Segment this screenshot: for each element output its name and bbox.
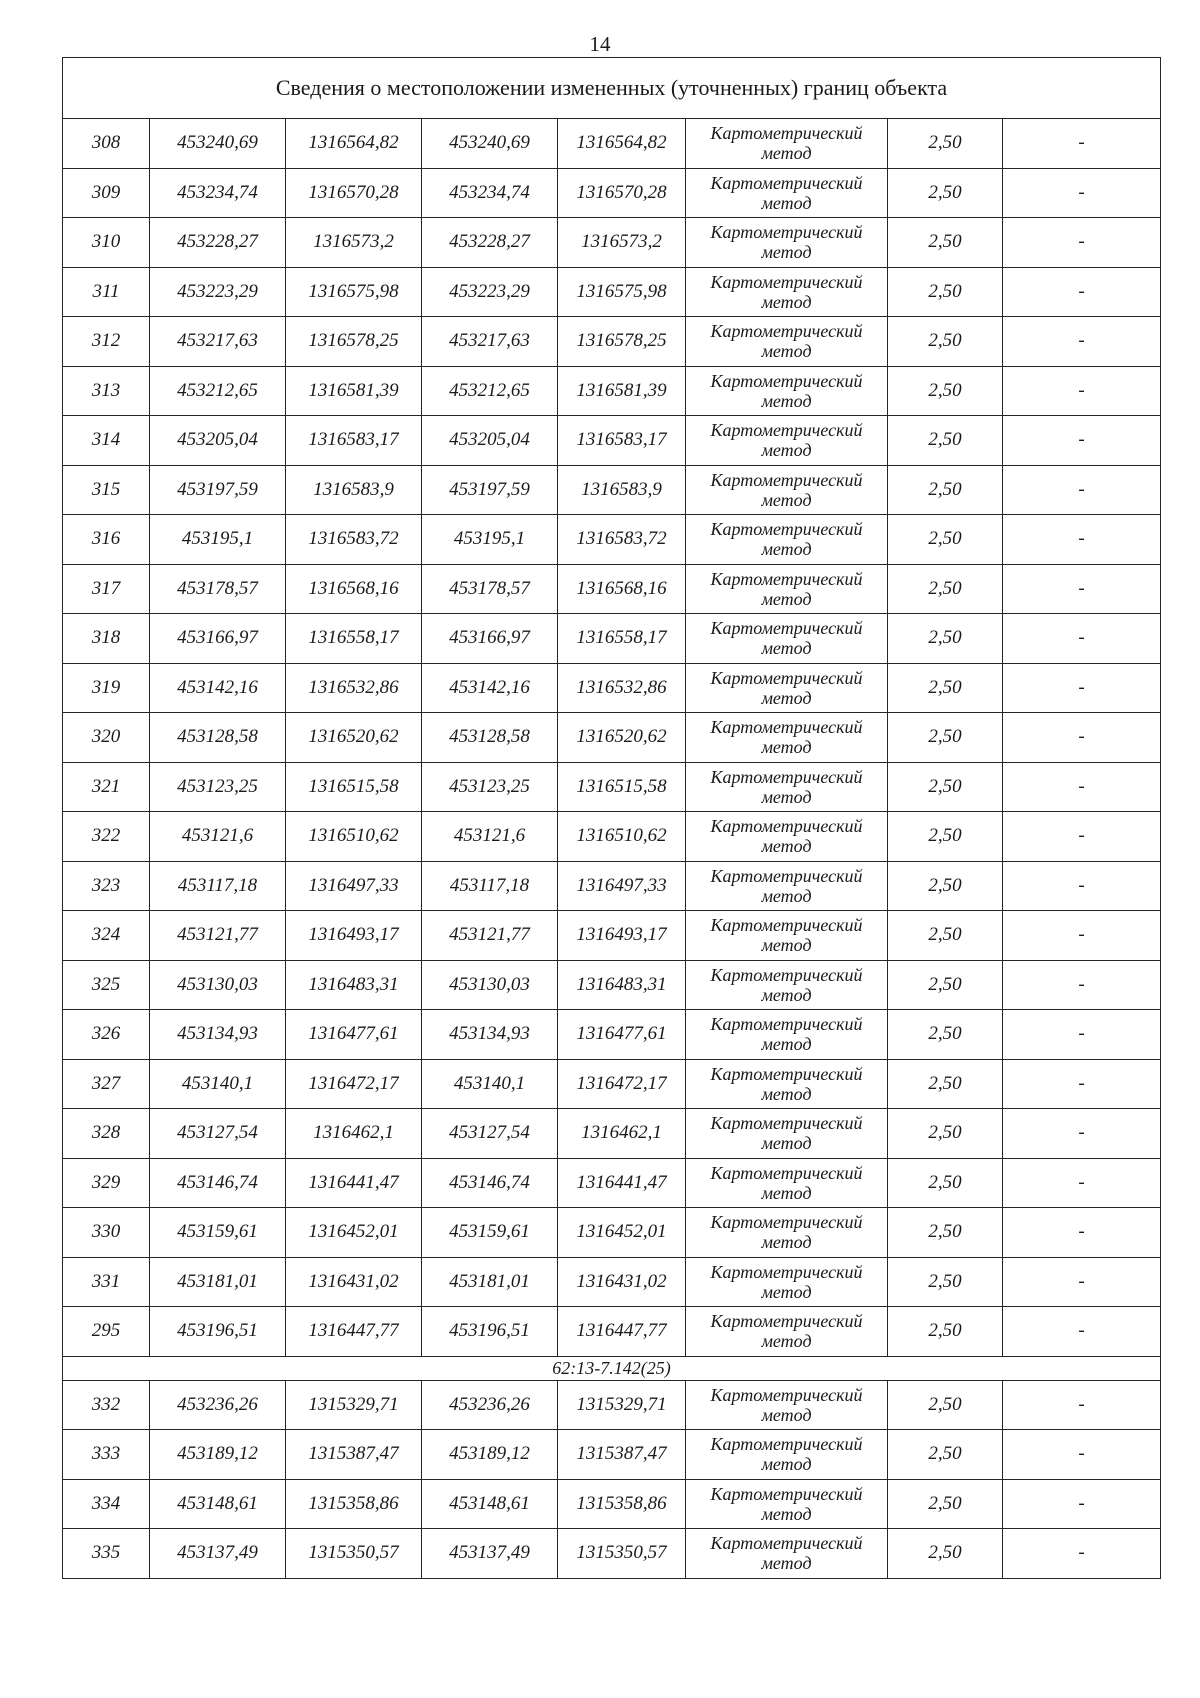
table-row bbox=[63, 1158, 1161, 1208]
point-number-cell: 335 bbox=[63, 1529, 150, 1579]
y-existing-cell: 1316493,17 bbox=[286, 911, 422, 961]
y-refined-cell: 1316441,47 bbox=[558, 1158, 686, 1208]
method-cell: Картометрический метод bbox=[686, 515, 888, 565]
table-row bbox=[63, 317, 1161, 367]
description-cell: - bbox=[1003, 1430, 1161, 1480]
precision-cell: 2,50 bbox=[888, 168, 1003, 218]
precision-cell: 2,50 bbox=[888, 416, 1003, 466]
method-cell: Картометрический метод bbox=[686, 911, 888, 961]
y-existing-cell: 1316558,17 bbox=[286, 614, 422, 664]
x-existing-cell: 453142,16 bbox=[150, 663, 286, 713]
y-refined-cell: 1316583,9 bbox=[558, 465, 686, 515]
description-cell: - bbox=[1003, 762, 1161, 812]
description-cell: - bbox=[1003, 861, 1161, 911]
method-cell: Картометрический метод bbox=[686, 119, 888, 169]
method-cell: Картометрический метод bbox=[686, 564, 888, 614]
method-cell: Картометрический метод bbox=[686, 267, 888, 317]
x-existing-cell: 453148,61 bbox=[150, 1479, 286, 1529]
x-refined-cell: 453236,26 bbox=[422, 1380, 558, 1430]
y-existing-cell: 1316575,98 bbox=[286, 267, 422, 317]
x-refined-cell: 453189,12 bbox=[422, 1430, 558, 1480]
x-existing-cell: 453117,18 bbox=[150, 861, 286, 911]
point-number-cell: 295 bbox=[63, 1307, 150, 1357]
description-cell: - bbox=[1003, 1208, 1161, 1258]
x-refined-cell: 453223,29 bbox=[422, 267, 558, 317]
x-existing-cell: 453196,51 bbox=[150, 1307, 286, 1357]
table-row bbox=[63, 614, 1161, 664]
y-existing-cell: 1316573,2 bbox=[286, 218, 422, 268]
x-refined-cell: 453148,61 bbox=[422, 1479, 558, 1529]
y-existing-cell: 1315350,57 bbox=[286, 1529, 422, 1579]
precision-cell: 2,50 bbox=[888, 119, 1003, 169]
x-existing-cell: 453181,01 bbox=[150, 1257, 286, 1307]
point-number-cell: 324 bbox=[63, 911, 150, 961]
point-number-cell: 317 bbox=[63, 564, 150, 614]
y-refined-cell: 1316483,31 bbox=[558, 960, 686, 1010]
y-refined-cell: 1316578,25 bbox=[558, 317, 686, 367]
table-row bbox=[63, 366, 1161, 416]
method-cell: Картометрический метод bbox=[686, 1529, 888, 1579]
point-number-cell: 332 bbox=[63, 1380, 150, 1430]
point-number-cell: 331 bbox=[63, 1257, 150, 1307]
section-header-row bbox=[63, 1356, 1161, 1380]
point-number-cell: 313 bbox=[63, 366, 150, 416]
x-refined-cell: 453140,1 bbox=[422, 1059, 558, 1109]
method-cell: Картометрический метод bbox=[686, 317, 888, 367]
y-existing-cell: 1316462,1 bbox=[286, 1109, 422, 1159]
x-refined-cell: 453166,97 bbox=[422, 614, 558, 664]
y-refined-cell: 1316477,61 bbox=[558, 1010, 686, 1060]
y-existing-cell: 1315358,86 bbox=[286, 1479, 422, 1529]
table-title-row bbox=[63, 58, 1161, 119]
precision-cell: 2,50 bbox=[888, 1430, 1003, 1480]
x-refined-cell: 453212,65 bbox=[422, 366, 558, 416]
x-existing-cell: 453234,74 bbox=[150, 168, 286, 218]
y-refined-cell: 1316452,01 bbox=[558, 1208, 686, 1258]
point-number-cell: 315 bbox=[63, 465, 150, 515]
y-existing-cell: 1316441,47 bbox=[286, 1158, 422, 1208]
method-cell: Картометрический метод bbox=[686, 614, 888, 664]
y-refined-cell: 1316583,17 bbox=[558, 416, 686, 466]
method-cell: Картометрический метод bbox=[686, 1380, 888, 1430]
y-existing-cell: 1316520,62 bbox=[286, 713, 422, 763]
x-refined-cell: 453195,1 bbox=[422, 515, 558, 565]
point-number-cell: 329 bbox=[63, 1158, 150, 1208]
y-refined-cell: 1316472,17 bbox=[558, 1059, 686, 1109]
table-row bbox=[63, 564, 1161, 614]
method-cell: Картометрический метод bbox=[686, 960, 888, 1010]
x-refined-cell: 453146,74 bbox=[422, 1158, 558, 1208]
precision-cell: 2,50 bbox=[888, 1059, 1003, 1109]
table-row bbox=[63, 416, 1161, 466]
x-existing-cell: 453212,65 bbox=[150, 366, 286, 416]
y-refined-cell: 1316510,62 bbox=[558, 812, 686, 862]
precision-cell: 2,50 bbox=[888, 1307, 1003, 1357]
y-existing-cell: 1316477,61 bbox=[286, 1010, 422, 1060]
description-cell: - bbox=[1003, 1529, 1161, 1579]
x-existing-cell: 453166,97 bbox=[150, 614, 286, 664]
point-number-cell: 326 bbox=[63, 1010, 150, 1060]
point-number-cell: 325 bbox=[63, 960, 150, 1010]
table-row bbox=[63, 1010, 1161, 1060]
table-row bbox=[63, 1208, 1161, 1258]
precision-cell: 2,50 bbox=[888, 267, 1003, 317]
x-existing-cell: 453146,74 bbox=[150, 1158, 286, 1208]
y-refined-cell: 1316583,72 bbox=[558, 515, 686, 565]
x-existing-cell: 453128,58 bbox=[150, 713, 286, 763]
method-cell: Картометрический метод bbox=[686, 663, 888, 713]
x-existing-cell: 453228,27 bbox=[150, 218, 286, 268]
y-refined-cell: 1316532,86 bbox=[558, 663, 686, 713]
method-cell: Картометрический метод bbox=[686, 168, 888, 218]
point-number-cell: 333 bbox=[63, 1430, 150, 1480]
precision-cell: 2,50 bbox=[888, 960, 1003, 1010]
method-cell: Картометрический метод bbox=[686, 218, 888, 268]
table-row bbox=[63, 168, 1161, 218]
x-refined-cell: 453196,51 bbox=[422, 1307, 558, 1357]
description-cell: - bbox=[1003, 1479, 1161, 1529]
x-refined-cell: 453181,01 bbox=[422, 1257, 558, 1307]
method-cell: Картометрический метод bbox=[686, 713, 888, 763]
precision-cell: 2,50 bbox=[888, 465, 1003, 515]
boundary-coordinates-table bbox=[62, 57, 1161, 1579]
precision-cell: 2,50 bbox=[888, 1380, 1003, 1430]
y-refined-cell: 1316515,58 bbox=[558, 762, 686, 812]
y-existing-cell: 1316483,31 bbox=[286, 960, 422, 1010]
description-cell: - bbox=[1003, 812, 1161, 862]
precision-cell: 2,50 bbox=[888, 614, 1003, 664]
table-row bbox=[63, 1307, 1161, 1357]
x-existing-cell: 453223,29 bbox=[150, 267, 286, 317]
x-refined-cell: 453127,54 bbox=[422, 1109, 558, 1159]
y-refined-cell: 1315329,71 bbox=[558, 1380, 686, 1430]
point-number-cell: 328 bbox=[63, 1109, 150, 1159]
x-refined-cell: 453128,58 bbox=[422, 713, 558, 763]
point-number-cell: 334 bbox=[63, 1479, 150, 1529]
method-cell: Картометрический метод bbox=[686, 1479, 888, 1529]
precision-cell: 2,50 bbox=[888, 564, 1003, 614]
y-existing-cell: 1315329,71 bbox=[286, 1380, 422, 1430]
y-existing-cell: 1316497,33 bbox=[286, 861, 422, 911]
description-cell: - bbox=[1003, 416, 1161, 466]
method-cell: Картометрический метод bbox=[686, 1257, 888, 1307]
table-row bbox=[63, 1380, 1161, 1430]
y-refined-cell: 1316581,39 bbox=[558, 366, 686, 416]
description-cell: - bbox=[1003, 465, 1161, 515]
description-cell: - bbox=[1003, 564, 1161, 614]
x-existing-cell: 453127,54 bbox=[150, 1109, 286, 1159]
precision-cell: 2,50 bbox=[888, 1109, 1003, 1159]
table-row bbox=[63, 119, 1161, 169]
y-refined-cell: 1316520,62 bbox=[558, 713, 686, 763]
description-cell: - bbox=[1003, 366, 1161, 416]
x-refined-cell: 453240,69 bbox=[422, 119, 558, 169]
point-number-cell: 319 bbox=[63, 663, 150, 713]
precision-cell: 2,50 bbox=[888, 1479, 1003, 1529]
point-number-cell: 312 bbox=[63, 317, 150, 367]
y-refined-cell: 1316431,02 bbox=[558, 1257, 686, 1307]
precision-cell: 2,50 bbox=[888, 911, 1003, 961]
x-existing-cell: 453137,49 bbox=[150, 1529, 286, 1579]
method-cell: Картометрический метод bbox=[686, 465, 888, 515]
table-row bbox=[63, 1529, 1161, 1579]
description-cell: - bbox=[1003, 1307, 1161, 1357]
y-existing-cell: 1316568,16 bbox=[286, 564, 422, 614]
table-row bbox=[63, 1479, 1161, 1529]
precision-cell: 2,50 bbox=[888, 218, 1003, 268]
x-existing-cell: 453236,26 bbox=[150, 1380, 286, 1430]
y-existing-cell: 1316583,72 bbox=[286, 515, 422, 565]
method-cell: Картометрический метод bbox=[686, 812, 888, 862]
description-cell: - bbox=[1003, 1257, 1161, 1307]
y-refined-cell: 1315387,47 bbox=[558, 1430, 686, 1480]
description-cell: - bbox=[1003, 1059, 1161, 1109]
table-row bbox=[63, 1430, 1161, 1480]
table-row bbox=[63, 1109, 1161, 1159]
x-refined-cell: 453117,18 bbox=[422, 861, 558, 911]
x-refined-cell: 453217,63 bbox=[422, 317, 558, 367]
table-row bbox=[63, 960, 1161, 1010]
y-existing-cell: 1316452,01 bbox=[286, 1208, 422, 1258]
y-existing-cell: 1316578,25 bbox=[286, 317, 422, 367]
method-cell: Картометрический метод bbox=[686, 416, 888, 466]
description-cell: - bbox=[1003, 614, 1161, 664]
description-cell: - bbox=[1003, 911, 1161, 961]
description-cell: - bbox=[1003, 317, 1161, 367]
x-refined-cell: 453137,49 bbox=[422, 1529, 558, 1579]
method-cell: Картометрический метод bbox=[686, 1307, 888, 1357]
precision-cell: 2,50 bbox=[888, 861, 1003, 911]
x-existing-cell: 453197,59 bbox=[150, 465, 286, 515]
precision-cell: 2,50 bbox=[888, 1010, 1003, 1060]
method-cell: Картометрический метод bbox=[686, 1430, 888, 1480]
x-existing-cell: 453121,6 bbox=[150, 812, 286, 862]
y-existing-cell: 1316447,77 bbox=[286, 1307, 422, 1357]
method-cell: Картометрический метод bbox=[686, 1208, 888, 1258]
x-refined-cell: 453234,74 bbox=[422, 168, 558, 218]
method-cell: Картометрический метод bbox=[686, 861, 888, 911]
precision-cell: 2,50 bbox=[888, 366, 1003, 416]
description-cell: - bbox=[1003, 1380, 1161, 1430]
y-refined-cell: 1316493,17 bbox=[558, 911, 686, 961]
y-refined-cell: 1316497,33 bbox=[558, 861, 686, 911]
description-cell: - bbox=[1003, 267, 1161, 317]
table-title: Сведения о местоположении измененных (уточненных) границ объекта bbox=[63, 58, 1161, 119]
method-cell: Картометрический метод bbox=[686, 1158, 888, 1208]
point-number-cell: 308 bbox=[63, 119, 150, 169]
table-body bbox=[63, 58, 1161, 1579]
y-refined-cell: 1316568,16 bbox=[558, 564, 686, 614]
method-cell: Картометрический метод bbox=[686, 1059, 888, 1109]
x-existing-cell: 453159,61 bbox=[150, 1208, 286, 1258]
description-cell: - bbox=[1003, 515, 1161, 565]
point-number-cell: 321 bbox=[63, 762, 150, 812]
point-number-cell: 314 bbox=[63, 416, 150, 466]
x-refined-cell: 453142,16 bbox=[422, 663, 558, 713]
y-existing-cell: 1315387,47 bbox=[286, 1430, 422, 1480]
point-number-cell: 323 bbox=[63, 861, 150, 911]
precision-cell: 2,50 bbox=[888, 1208, 1003, 1258]
description-cell: - bbox=[1003, 1109, 1161, 1159]
y-refined-cell: 1315358,86 bbox=[558, 1479, 686, 1529]
point-number-cell: 327 bbox=[63, 1059, 150, 1109]
y-existing-cell: 1316570,28 bbox=[286, 168, 422, 218]
table-row bbox=[63, 267, 1161, 317]
precision-cell: 2,50 bbox=[888, 812, 1003, 862]
description-cell: - bbox=[1003, 960, 1161, 1010]
y-refined-cell: 1316575,98 bbox=[558, 267, 686, 317]
point-number-cell: 320 bbox=[63, 713, 150, 763]
precision-cell: 2,50 bbox=[888, 713, 1003, 763]
y-refined-cell: 1315350,57 bbox=[558, 1529, 686, 1579]
x-existing-cell: 453130,03 bbox=[150, 960, 286, 1010]
x-refined-cell: 453159,61 bbox=[422, 1208, 558, 1258]
x-refined-cell: 453228,27 bbox=[422, 218, 558, 268]
x-existing-cell: 453205,04 bbox=[150, 416, 286, 466]
x-existing-cell: 453217,63 bbox=[150, 317, 286, 367]
point-number-cell: 330 bbox=[63, 1208, 150, 1258]
description-cell: - bbox=[1003, 1010, 1161, 1060]
method-cell: Картометрический метод bbox=[686, 1109, 888, 1159]
point-number-cell: 309 bbox=[63, 168, 150, 218]
table-row bbox=[63, 762, 1161, 812]
point-number-cell: 322 bbox=[63, 812, 150, 862]
x-existing-cell: 453134,93 bbox=[150, 1010, 286, 1060]
description-cell: - bbox=[1003, 713, 1161, 763]
precision-cell: 2,50 bbox=[888, 1257, 1003, 1307]
table-row bbox=[63, 812, 1161, 862]
y-refined-cell: 1316564,82 bbox=[558, 119, 686, 169]
description-cell: - bbox=[1003, 168, 1161, 218]
y-refined-cell: 1316570,28 bbox=[558, 168, 686, 218]
page-number: 14 bbox=[589, 32, 611, 56]
x-existing-cell: 453240,69 bbox=[150, 119, 286, 169]
point-number-cell: 316 bbox=[63, 515, 150, 565]
method-cell: Картометрический метод bbox=[686, 366, 888, 416]
x-existing-cell: 453123,25 bbox=[150, 762, 286, 812]
y-existing-cell: 1316564,82 bbox=[286, 119, 422, 169]
method-cell: Картометрический метод bbox=[686, 762, 888, 812]
table-row bbox=[63, 911, 1161, 961]
y-refined-cell: 1316558,17 bbox=[558, 614, 686, 664]
x-existing-cell: 453189,12 bbox=[150, 1430, 286, 1480]
description-cell: - bbox=[1003, 119, 1161, 169]
precision-cell: 2,50 bbox=[888, 762, 1003, 812]
precision-cell: 2,50 bbox=[888, 1158, 1003, 1208]
table-row bbox=[63, 515, 1161, 565]
precision-cell: 2,50 bbox=[888, 515, 1003, 565]
table-row bbox=[63, 1059, 1161, 1109]
y-existing-cell: 1316510,62 bbox=[286, 812, 422, 862]
y-existing-cell: 1316515,58 bbox=[286, 762, 422, 812]
y-refined-cell: 1316573,2 bbox=[558, 218, 686, 268]
table-row bbox=[63, 218, 1161, 268]
x-refined-cell: 453197,59 bbox=[422, 465, 558, 515]
point-number-cell: 310 bbox=[63, 218, 150, 268]
table-row bbox=[63, 861, 1161, 911]
y-existing-cell: 1316532,86 bbox=[286, 663, 422, 713]
section-label: 62:13-7.142(25) bbox=[63, 1356, 1161, 1380]
precision-cell: 2,50 bbox=[888, 317, 1003, 367]
table-row bbox=[63, 1257, 1161, 1307]
precision-cell: 2,50 bbox=[888, 663, 1003, 713]
x-refined-cell: 453121,77 bbox=[422, 911, 558, 961]
y-existing-cell: 1316472,17 bbox=[286, 1059, 422, 1109]
table-row bbox=[63, 465, 1161, 515]
description-cell: - bbox=[1003, 1158, 1161, 1208]
point-number-cell: 318 bbox=[63, 614, 150, 664]
table-row bbox=[63, 713, 1161, 763]
description-cell: - bbox=[1003, 218, 1161, 268]
x-refined-cell: 453123,25 bbox=[422, 762, 558, 812]
x-refined-cell: 453134,93 bbox=[422, 1010, 558, 1060]
x-existing-cell: 453195,1 bbox=[150, 515, 286, 565]
x-refined-cell: 453130,03 bbox=[422, 960, 558, 1010]
y-existing-cell: 1316583,9 bbox=[286, 465, 422, 515]
precision-cell: 2,50 bbox=[888, 1529, 1003, 1579]
x-existing-cell: 453178,57 bbox=[150, 564, 286, 614]
y-existing-cell: 1316581,39 bbox=[286, 366, 422, 416]
x-refined-cell: 453205,04 bbox=[422, 416, 558, 466]
y-existing-cell: 1316431,02 bbox=[286, 1257, 422, 1307]
x-existing-cell: 453121,77 bbox=[150, 911, 286, 961]
x-refined-cell: 453121,6 bbox=[422, 812, 558, 862]
x-refined-cell: 453178,57 bbox=[422, 564, 558, 614]
point-number-cell: 311 bbox=[63, 267, 150, 317]
x-existing-cell: 453140,1 bbox=[150, 1059, 286, 1109]
method-cell: Картометрический метод bbox=[686, 1010, 888, 1060]
y-refined-cell: 1316462,1 bbox=[558, 1109, 686, 1159]
table-row bbox=[63, 663, 1161, 713]
y-refined-cell: 1316447,77 bbox=[558, 1307, 686, 1357]
description-cell: - bbox=[1003, 663, 1161, 713]
y-existing-cell: 1316583,17 bbox=[286, 416, 422, 466]
